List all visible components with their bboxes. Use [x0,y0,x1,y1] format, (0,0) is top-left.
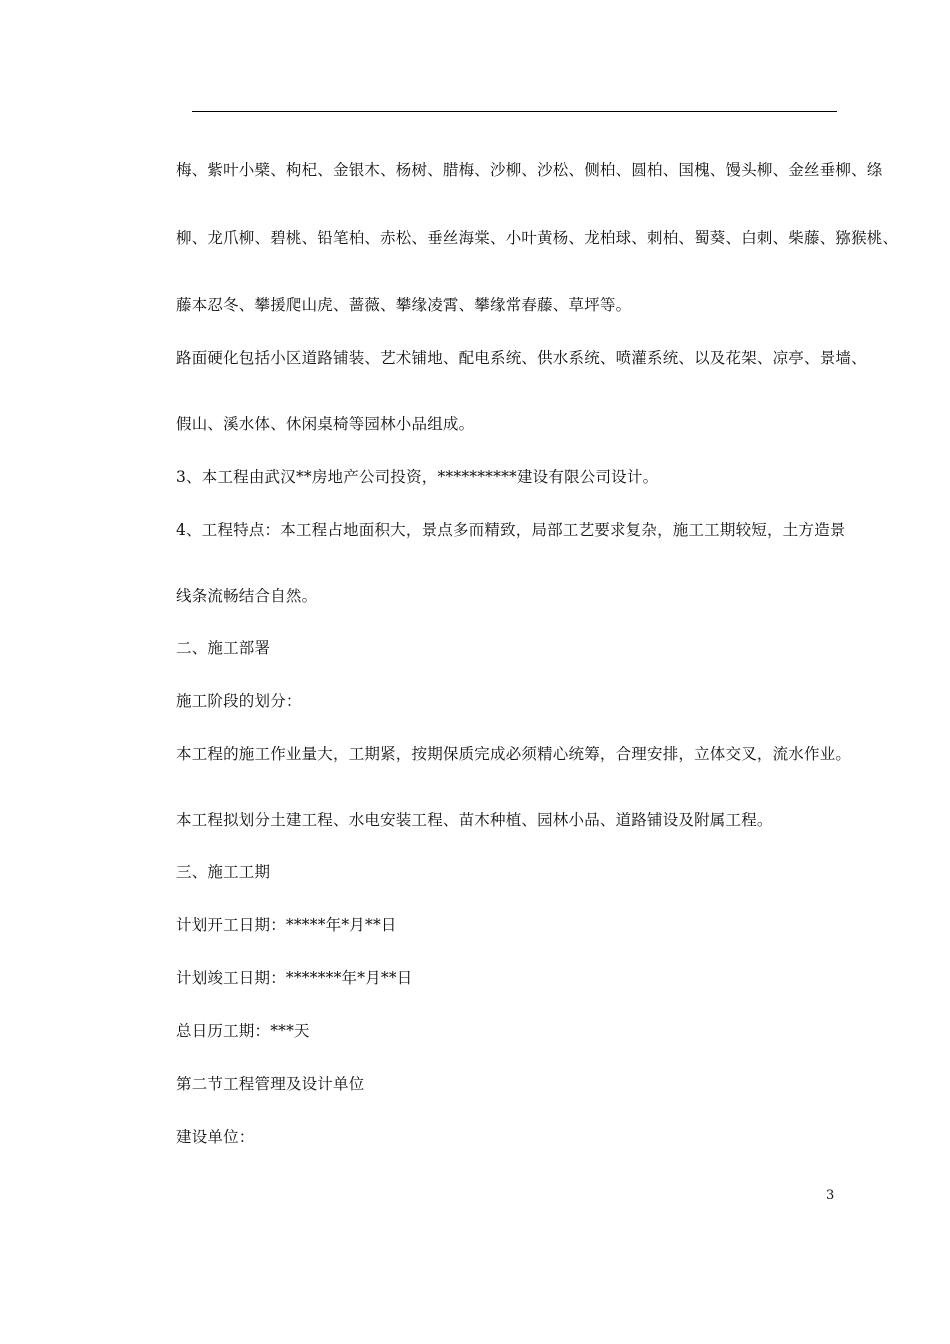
text-line: 梅、紫叶小檗、枸杞、金银木、杨树、腊梅、沙柳、沙松、侧柏、圆柏、国槐、馒头柳、金丝垂柳、绦 [176,161,883,179]
text-line: 施工阶段的划分： [176,692,302,710]
text-line: 3、本工程由武汉**房地产公司投资，**********建设有限公司设计。 [176,468,659,486]
text-line: 建设单位： [176,1128,255,1146]
text-line: 本工程的施工作业量大，工期紧，按期保质完成必须精心统筹，合理安排，立体交叉，流水作业。 [176,745,852,763]
text-line: 4、工程特点：本工程占地面积大，景点多而精致，局部工艺要求复杂，施工工期较短，土方造景 [176,521,846,539]
text-line: 藤本忍冬、攀援爬山虎、蔷薇、攀缘凌霄、攀缘常春藤、草坪等。 [176,296,632,314]
text-line: 计划竣工日期：*******年*月**日 [176,969,413,987]
page-number: 3 [826,1188,835,1203]
text-line: 柳、龙爪柳、碧桃、铅笔柏、赤松、垂丝海棠、小叶黄杨、龙柏球、刺柏、蜀葵、白刺、柴藤、猕猴桃、 [176,229,899,247]
text-line: 本工程拟划分土建工程、水电安装工程、苗木种植、园林小品、道路铺设及附属工程。 [176,811,773,829]
text-line: 假山、溪水体、休闲桌椅等园林小品组成。 [176,415,475,433]
section-heading: 三、施工工期 [176,863,271,881]
section-heading: 第二节工程管理及设计单位 [176,1075,365,1093]
text-line: 总日历工期：***天 [176,1022,310,1040]
text-line: 路面硬化包括小区道路铺装、艺术铺地、配电系统、供水系统、喷灌系统、以及花架、凉亭、景墙、 [176,349,867,367]
text-line: 计划开工日期：*****年*月**日 [176,916,397,934]
header-rule [192,111,837,112]
text-line: 线条流畅结合自然。 [176,587,318,605]
section-heading: 二、施工部署 [176,639,271,657]
